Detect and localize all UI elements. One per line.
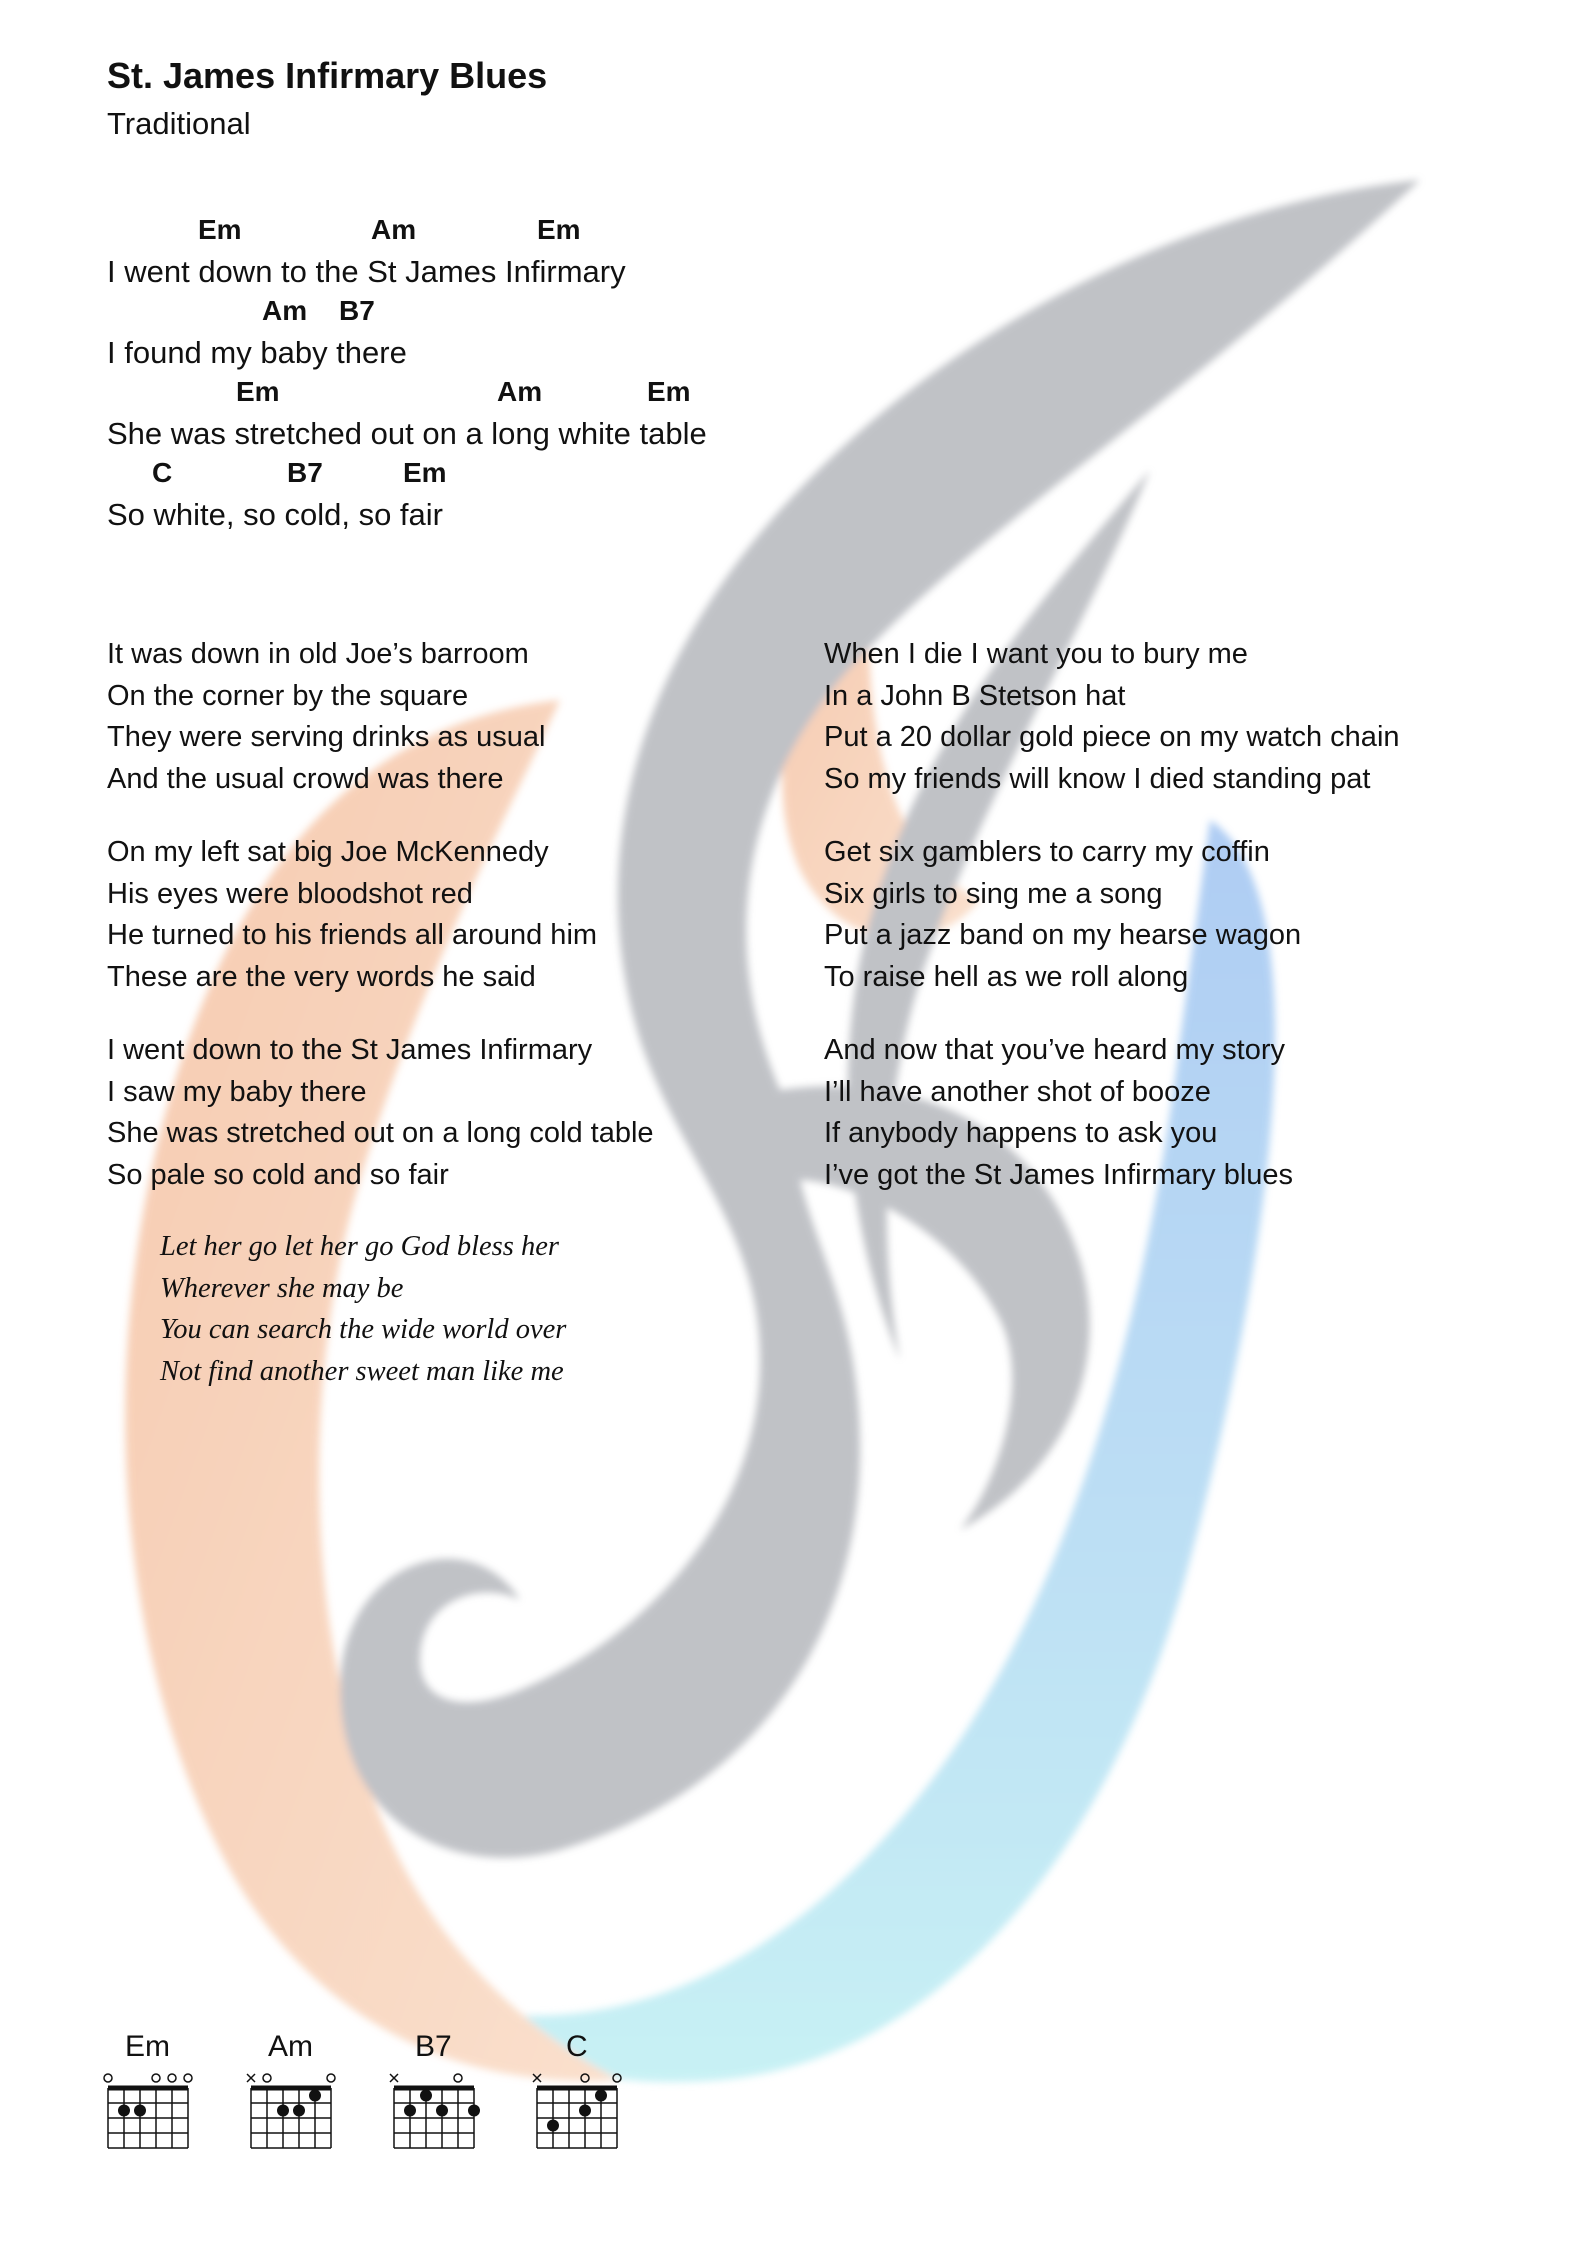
- verse-line: [107, 457, 707, 538]
- lyric-line: On my left sat big Joe McKennedy: [107, 836, 549, 868]
- open-string-icon: [184, 2074, 192, 2082]
- open-string-icon: [327, 2074, 335, 2082]
- chorus: [160, 1226, 566, 1392]
- lyric-line: I found my baby there: [107, 335, 407, 370]
- chord-label: Em: [236, 376, 280, 407]
- open-string-icon: [454, 2074, 462, 2082]
- open-string-icon: [581, 2074, 589, 2082]
- stanza: [107, 634, 807, 800]
- muted-string-icon: [533, 2074, 541, 2082]
- lyric-line: I’ve got the St James Infirmary blues: [824, 1158, 1294, 1191]
- chord-row: [107, 295, 707, 333]
- lyric-line: His eyes were bloodshot red: [107, 877, 473, 910]
- chorus-line: Wherever she may be: [160, 1272, 404, 1304]
- stanza: [107, 1030, 807, 1196]
- open-string-icon: [168, 2074, 176, 2082]
- verse-line: [107, 214, 707, 295]
- finger-dot: [404, 2105, 416, 2117]
- finger-dot: [547, 2120, 559, 2132]
- chord-label: Am: [371, 214, 417, 245]
- lyric-line: They were serving drinks as usual: [107, 721, 546, 753]
- chord-diagram-name: B7: [415, 2030, 452, 2063]
- lyric-line: I’ll have another shot of booze: [824, 1075, 1211, 1108]
- right-lyrics-column: [824, 634, 1524, 1228]
- lyric-line: I went down to the St James Infirmary: [107, 1034, 593, 1066]
- song-title: St. James Infirmary Blues: [107, 55, 548, 96]
- open-string-icon: [152, 2074, 160, 2082]
- lyric-line: He turned to his friends all around him: [107, 919, 598, 951]
- lyric-line: She was stretched out on a long white table: [107, 416, 707, 451]
- stanza: [824, 1030, 1524, 1196]
- chord-diagrams: [100, 2030, 700, 2160]
- chord-row: [107, 376, 707, 414]
- muted-string-icon: [247, 2074, 255, 2082]
- finger-dot: [436, 2105, 448, 2117]
- stanza: [824, 832, 1524, 998]
- chord-label: Em: [537, 214, 581, 245]
- open-string-icon: [263, 2074, 271, 2082]
- lyric-line: It was down in old Joe’s barroom: [107, 638, 529, 670]
- chord-label: Am: [497, 376, 543, 407]
- lyric-line: So white, so cold, so fair: [107, 497, 443, 532]
- chord-diagram-name: Em: [125, 2030, 170, 2063]
- lyric-line: Get six gamblers to carry my coffin: [824, 836, 1270, 868]
- chord-diagram: [100, 2030, 210, 2160]
- stanza: [824, 634, 1524, 800]
- chord-label: C: [152, 457, 173, 488]
- chord-label: Em: [198, 214, 242, 245]
- chord-grid: [100, 2068, 200, 2168]
- verse-line: [107, 376, 707, 457]
- chord-label: B7: [339, 295, 375, 326]
- finger-dot: [309, 2090, 321, 2102]
- chord-label: Em: [403, 457, 447, 488]
- chord-grid: [529, 2068, 629, 2168]
- finger-dot: [134, 2105, 146, 2117]
- lyric-line: So my friends will know I died standing pat: [824, 762, 1371, 795]
- muted-string-icon: [390, 2074, 398, 2082]
- lyric-line: If anybody happens to ask you: [824, 1117, 1218, 1149]
- lyric-line: Six girls to sing me a song: [824, 877, 1163, 910]
- left-lyrics-column: [107, 634, 807, 1228]
- chord-diagram: [243, 2030, 353, 2160]
- finger-dot: [595, 2090, 607, 2102]
- chord-label: Em: [647, 376, 691, 407]
- chord-diagram-name: Am: [268, 2030, 313, 2063]
- open-string-icon: [613, 2074, 621, 2082]
- lyric-line: I went down to the St James Infirmary: [107, 254, 626, 289]
- finger-dot: [293, 2105, 305, 2117]
- chord-diagram: [529, 2030, 639, 2160]
- chord-row: [107, 457, 707, 495]
- lyric-line: These are the very words he said: [107, 960, 536, 993]
- chord-row: [107, 214, 707, 252]
- chorus-line: Let her go let her go God bless her: [160, 1231, 559, 1262]
- lyric-line: She was stretched out on a long cold table: [107, 1117, 654, 1149]
- lyric-line: And the usual crowd was there: [107, 762, 504, 795]
- finger-dot: [468, 2105, 480, 2117]
- lyric-line: When I die I want you to bury me: [824, 638, 1248, 670]
- lyric-line: I saw my baby there: [107, 1075, 367, 1108]
- lyric-line: Put a jazz band on my hearse wagon: [824, 919, 1302, 951]
- chorus-line: Not find another sweet man like me: [160, 1355, 564, 1387]
- chord-label: B7: [287, 457, 323, 488]
- chord-grid: [243, 2068, 343, 2168]
- lyric-line: On the corner by the square: [107, 679, 469, 712]
- lyric-line: Put a 20 dollar gold piece on my watch chain: [824, 721, 1400, 753]
- lyric-line: And now that you’ve heard my story: [824, 1034, 1286, 1066]
- stanza: [107, 832, 807, 998]
- lyric-line: In a John B Stetson hat: [824, 679, 1126, 712]
- finger-dot: [579, 2105, 591, 2117]
- chord-diagram-name: C: [566, 2030, 588, 2063]
- verse-line: [107, 295, 707, 376]
- chord-grid: [386, 2068, 486, 2168]
- lyric-line: So pale so cold and so fair: [107, 1158, 449, 1191]
- finger-dot: [277, 2105, 289, 2117]
- chord-diagram: [386, 2030, 496, 2160]
- song-subtitle: Traditional: [107, 106, 251, 141]
- open-string-icon: [104, 2074, 112, 2082]
- chorded-verse: [107, 214, 707, 538]
- chorus-line: You can search the wide world over: [160, 1314, 567, 1345]
- finger-dot: [420, 2090, 432, 2102]
- finger-dot: [118, 2105, 130, 2117]
- lyric-line: To raise hell as we roll along: [824, 960, 1189, 993]
- chord-label: Am: [262, 295, 308, 326]
